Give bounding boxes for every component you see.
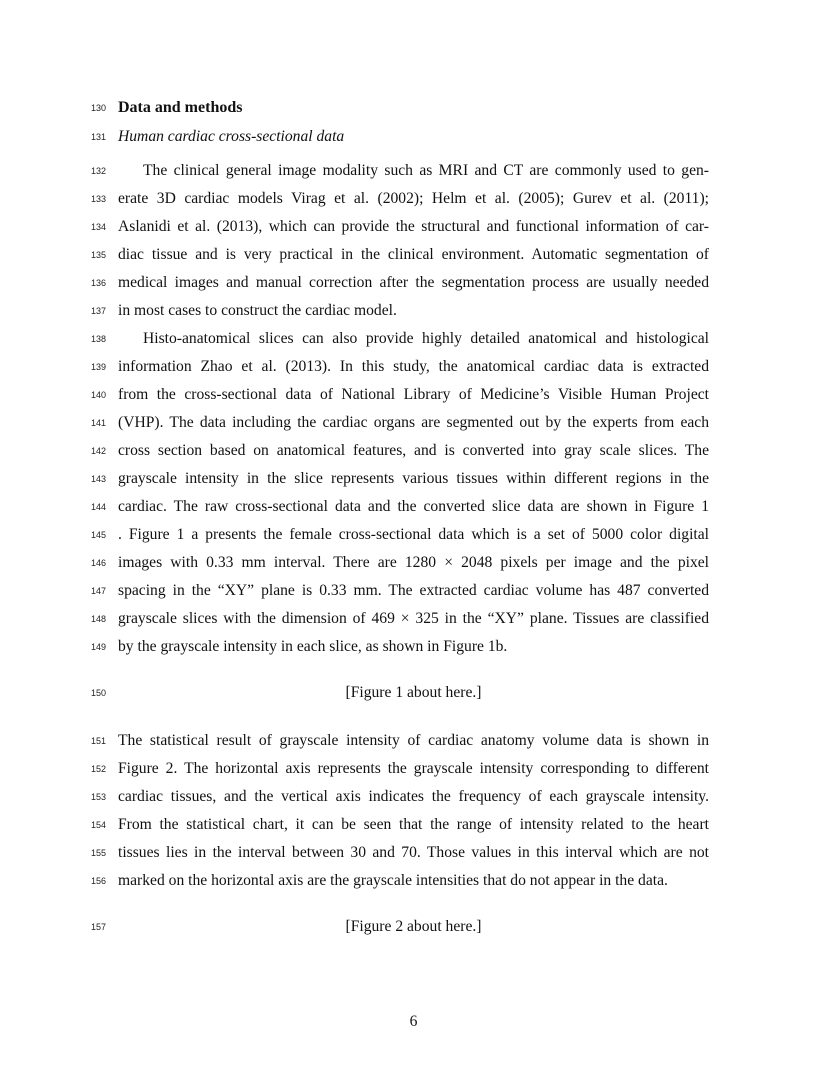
paragraph-2-line: by the grayscale intensity in each slice, as shown in Figure 1b. <box>118 638 508 655</box>
page-number: 6 <box>409 1013 418 1030</box>
line-number: 140 <box>90 390 106 400</box>
figure-1-placeholder: [Figure 1 about here.] <box>345 684 482 701</box>
line-number: 132 <box>90 166 106 176</box>
paragraph-2-line: cardiac. The raw cross-sectional data and the converted slice data are shown in Figure 1 <box>118 498 709 515</box>
line-number: 156 <box>90 876 106 886</box>
line-number: 152 <box>90 764 106 774</box>
line-number: 146 <box>90 558 106 568</box>
line-number: 130 <box>90 103 106 113</box>
line-number: 154 <box>90 820 106 830</box>
paragraph-2-line: grayscale intensity in the slice represents various tissues within different regions in the <box>118 470 709 487</box>
line-number: 142 <box>90 446 106 456</box>
line-number: 144 <box>90 502 106 512</box>
line-number: 148 <box>90 614 106 624</box>
paragraph-2-line: spacing in the “XY” plane is 0.33 mm. The extracted cardiac volume has 487 converted <box>118 582 709 599</box>
paragraph-3-line: The statistical result of grayscale intensity of cardiac anatomy volume data is shown in <box>118 732 709 749</box>
paragraph-3-line: From the statistical chart, it can be seen that the range of intensity related to the heart <box>118 816 709 833</box>
figure-2-placeholder: [Figure 2 about here.] <box>345 918 482 935</box>
paragraph-3-line: Figure 2. The horizontal axis represents the grayscale intensity corresponding to different <box>118 760 709 777</box>
line-number: 147 <box>90 586 106 596</box>
paragraph-1-line: The clinical general image modality such as MRI and CT are commonly used to gen- <box>143 162 709 179</box>
section-heading: Data and methods <box>118 99 243 116</box>
paragraph-3-line: marked on the horizontal axis are the grayscale intensities that do not appear in the data. <box>118 872 668 889</box>
paragraph-2-line: Histo-anatomical slices can also provide highly detailed anatomical and histological <box>143 330 709 347</box>
line-number: 137 <box>90 306 106 316</box>
line-number: 134 <box>90 222 106 232</box>
paragraph-2-line: images with 0.33 mm interval. There are 1280 × 2048 pixels per image and the pixel <box>118 554 709 571</box>
paragraph-2-line: information Zhao et al. (2013). In this study, the anatomical cardiac data is extracted <box>118 358 709 375</box>
line-number: 136 <box>90 278 106 288</box>
line-number: 138 <box>90 334 106 344</box>
line-number: 133 <box>90 194 106 204</box>
paragraph-1-line: diac tissue and is very practical in the clinical environment. Automatic segmentation of <box>118 246 709 263</box>
line-number: 157 <box>90 922 106 932</box>
line-number: 155 <box>90 848 106 858</box>
line-number: 151 <box>90 736 106 746</box>
paragraph-3-line: tissues lies in the interval between 30 and 70. Those values in this interval which are not <box>118 844 709 861</box>
paragraph-2-line: grayscale slices with the dimension of 469 × 325 in the “XY” plane. Tissues are classified <box>118 610 709 627</box>
paragraph-1-line: erate 3D cardiac models Virag et al. (2002); Helm et al. (2005); Gurev et al. (2011); <box>118 190 709 207</box>
paragraph-1-line: Aslanidi et al. (2013), which can provide the structural and functional information of car- <box>118 218 709 235</box>
line-number: 139 <box>90 362 106 372</box>
line-number: 135 <box>90 250 106 260</box>
paragraph-1-line: medical images and manual correction after the segmentation process are usually needed <box>118 274 709 291</box>
line-number: 145 <box>90 530 106 540</box>
line-number: 150 <box>90 688 106 698</box>
paragraph-3-line: cardiac tissues, and the vertical axis indicates the frequency of each grayscale intensity. <box>118 788 709 805</box>
line-number: 143 <box>90 474 106 484</box>
line-number: 153 <box>90 792 106 802</box>
paragraph-2-line: from the cross-sectional data of National Library of Medicine’s Visible Human Project <box>118 386 709 403</box>
subsection-heading: Human cardiac cross-sectional data <box>118 128 345 145</box>
paragraph-2-line: cross section based on anatomical features, and is converted into gray scale slices. The <box>118 442 709 459</box>
paragraph-2-line: . Figure 1 a presents the female cross-sectional data which is a set of 5000 color digital <box>118 526 709 543</box>
paragraph-1-line: in most cases to construct the cardiac model. <box>118 302 397 319</box>
line-number: 141 <box>90 418 106 428</box>
line-number: 149 <box>90 642 106 652</box>
paragraph-2-line: (VHP). The data including the cardiac organs are segmented out by the experts from each <box>118 414 709 431</box>
line-number: 131 <box>90 132 106 142</box>
